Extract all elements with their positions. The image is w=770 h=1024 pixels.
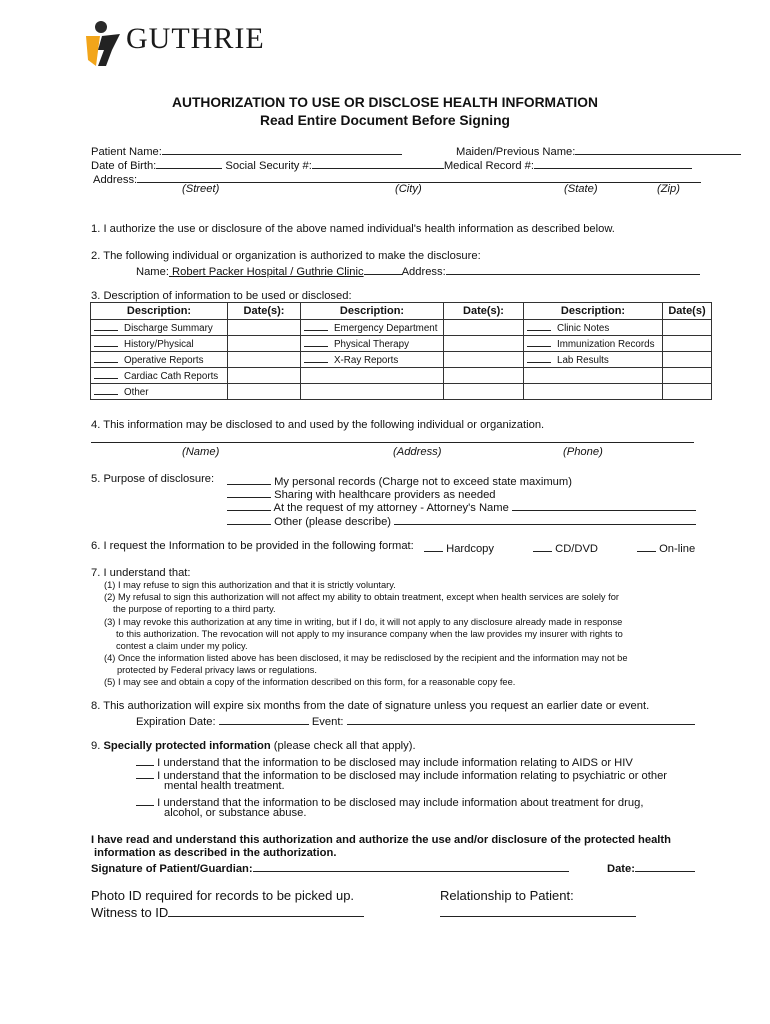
ssn-field[interactable]: [312, 157, 444, 169]
s9-bold-label: Specially protected information: [103, 740, 271, 752]
col-desc-3: Description:: [524, 303, 663, 320]
address-label: Address:: [93, 174, 138, 186]
section-4-text: 4. This information may be disclosed to and used by the following individual or organization.: [91, 419, 545, 431]
event-field[interactable]: [347, 713, 695, 725]
table-row: [91, 336, 712, 352]
list-item: Other: [124, 386, 149, 398]
s2-name-label: Name:: [136, 266, 169, 278]
consent-statement-2: information as described in the authorization.: [94, 847, 337, 859]
patient-name-label: Patient Name:: [91, 146, 162, 158]
purpose-option: [227, 499, 696, 514]
protected-label: I understand that the information to be disclosed may include information relating to AIDS or HIV: [157, 757, 633, 769]
table-row: [91, 352, 712, 368]
expiration-label: Expiration Date:: [136, 716, 216, 728]
date-cell[interactable]: [228, 352, 301, 368]
expiration-date-field[interactable]: [219, 713, 309, 725]
understand-item: (4) Once the information listed above has been disclosed, it may be redisclosed by the recipient and the information may not be: [104, 653, 628, 663]
s2-name-line: [364, 263, 402, 275]
event-label: Event:: [311, 716, 344, 728]
protected-check[interactable]: [136, 794, 154, 806]
checkbox-blank[interactable]: [94, 322, 118, 331]
list-item: Immunization Records: [557, 338, 655, 350]
understand-item: protected by Federal privacy laws or regulations.: [117, 665, 317, 675]
signature-row: [91, 860, 569, 875]
checkbox-blank[interactable]: [94, 354, 118, 363]
description-table: [90, 302, 712, 400]
date-row: [607, 860, 695, 875]
street-caption: (Street): [182, 183, 220, 195]
understand-item: (3) I may revoke this authorization at any time in writing, but if I do, it will not apply to any disclosure already made in response: [104, 617, 623, 627]
photo-id-note: Photo ID required for records to be picked up.: [91, 888, 355, 903]
form-title: AUTHORIZATION TO USE OR DISCLOSE HEALTH INFORMATION: [172, 95, 598, 110]
date-cell[interactable]: [663, 336, 712, 352]
mrn-label: Medical Record #:: [443, 160, 535, 172]
dob-field[interactable]: [156, 157, 222, 169]
maiden-name-row: [456, 143, 741, 158]
dob-label: Date of Birth:: [91, 160, 157, 172]
checkbox-blank[interactable]: [527, 322, 551, 331]
relationship-field[interactable]: [440, 904, 636, 917]
witness-row: [91, 904, 364, 920]
understand-item: contest a claim under my policy.: [116, 641, 248, 651]
section-7-text: 7. I understand that:: [91, 567, 191, 579]
format-cddvd: [533, 540, 598, 555]
col-date-1: Date(s):: [228, 303, 301, 320]
understand-item: (1) I may refuse to sign this authorization and that it is strictly voluntary.: [104, 580, 396, 590]
understand-item: to this authorization. The revocation will not apply to my insurance company when the law provides my insurer with rights to: [116, 629, 623, 639]
brand-name: GUTHRIE: [126, 22, 265, 55]
protected-continuation: alcohol, or substance abuse.: [164, 807, 307, 819]
patient-name-row: [91, 143, 402, 158]
checkbox-blank[interactable]: [94, 386, 118, 395]
list-item: Clinic Notes: [557, 322, 610, 334]
expiration-row: [136, 713, 695, 728]
list-item: X-Ray Reports: [334, 354, 399, 366]
purpose-option: [227, 513, 696, 528]
s2-address-field[interactable]: [446, 263, 700, 275]
date-cell[interactable]: [228, 320, 301, 336]
section-5-label: 5. Purpose of disclosure:: [91, 473, 215, 485]
protected-check[interactable]: [136, 754, 154, 766]
section-3-text: 3. Description of information to be used or disclosed:: [91, 290, 352, 302]
other-describe-field[interactable]: [394, 513, 696, 525]
witness-field[interactable]: [168, 904, 364, 917]
s4-recipient-field[interactable]: [91, 430, 694, 443]
maiden-name-field[interactable]: [575, 143, 741, 155]
format-label: On-line: [659, 543, 696, 555]
section-1: 1. I authorize the use or disclosure of the above named individual's health information as described below.: [91, 223, 615, 235]
s4-address-caption: (Address): [393, 446, 442, 458]
format-label: Hardcopy: [446, 543, 494, 555]
s9-number: 9.: [91, 740, 101, 752]
format-online: [637, 540, 695, 555]
table-row: [91, 384, 712, 400]
relationship-label: Relationship to Patient:: [440, 888, 574, 903]
purpose-label: Sharing with healthcare providers as needed: [274, 489, 496, 501]
col-desc-1: Description:: [91, 303, 228, 320]
date-cell[interactable]: [228, 336, 301, 352]
table-row: [91, 368, 712, 384]
understand-item: (2) My refusal to sign this authorization will not affect my ability to obtain treatment, except when health services are solely for: [104, 592, 620, 602]
checkbox-blank[interactable]: [94, 370, 118, 379]
format-check[interactable]: [533, 540, 552, 552]
attorney-name-field[interactable]: [512, 499, 696, 511]
list-item: Operative Reports: [124, 354, 204, 366]
list-item: Lab Results: [557, 354, 609, 366]
purpose-label: Other (please describe): [274, 516, 392, 528]
checkbox-blank[interactable]: [304, 354, 328, 363]
understand-item: the purpose of reporting to a third party.: [113, 604, 276, 614]
maiden-name-label: Maiden/Previous Name:: [456, 146, 576, 158]
table-row: [91, 320, 712, 336]
section-2-text: 2. The following individual or organization is authorized to make the disclosure:: [91, 250, 481, 262]
format-check[interactable]: [424, 540, 443, 552]
checkbox-blank[interactable]: [94, 338, 118, 347]
section-2-name-row: [136, 263, 700, 278]
guthrie-logo-icon: [84, 20, 122, 68]
purpose-check[interactable]: [227, 499, 271, 511]
date-cell[interactable]: [444, 336, 524, 352]
mrn-field[interactable]: [534, 157, 692, 169]
address-field[interactable]: [137, 171, 701, 183]
section-6-text: 6. I request the Information to be provided in the following format:: [91, 540, 414, 552]
date-cell[interactable]: [228, 368, 301, 384]
date-cell[interactable]: [444, 352, 524, 368]
consent-statement: I have read and understand this authorization and authorize the use and/or disclosure of the protected health: [91, 834, 671, 846]
zip-caption: (Zip): [657, 183, 680, 195]
city-caption: (City): [395, 183, 422, 195]
format-label: CD/DVD: [555, 543, 598, 555]
s2-address-label: Address:: [401, 266, 446, 278]
purpose-check[interactable]: [227, 513, 271, 525]
date-label: Date:: [607, 863, 635, 875]
protected-label: I understand that the information to be disclosed may include information about treatment for drug,: [157, 797, 644, 809]
format-check[interactable]: [637, 540, 656, 552]
checkbox-blank[interactable]: [304, 338, 328, 347]
purpose-check[interactable]: [227, 473, 271, 485]
protected-continuation: mental health treatment.: [164, 780, 285, 792]
date-cell[interactable]: [228, 384, 301, 400]
form-subtitle: Read Entire Document Before Signing: [260, 113, 510, 128]
patient-name-field[interactable]: [162, 143, 402, 155]
s4-name-caption: (Name): [182, 446, 220, 458]
dob-row: [91, 157, 692, 172]
s2-name-value[interactable]: Robert Packer Hospital / Guthrie Clinic: [168, 266, 364, 278]
date-cell[interactable]: [663, 352, 712, 368]
understand-item: (5) I may see and obtain a copy of the information described on this form, for a reasonable copy fee.: [104, 677, 516, 687]
signature-field[interactable]: [253, 860, 569, 872]
col-date-2: Date(s):: [444, 303, 524, 320]
format-hardcopy: [424, 540, 494, 555]
purpose-label: My personal records (Charge not to exceed state maximum): [274, 476, 572, 488]
s4-phone-caption: (Phone): [563, 446, 603, 458]
section-8-text: 8. This authorization will expire six months from the date of signature unless you request an earlier date or event.: [91, 700, 650, 712]
purpose-check[interactable]: [227, 486, 271, 498]
checkbox-blank[interactable]: [304, 322, 328, 331]
list-item: Emergency Department: [334, 322, 438, 334]
signature-label: Signature of Patient/Guardian:: [91, 863, 253, 875]
witness-label: Witness to ID: [91, 905, 169, 920]
protected-check[interactable]: [136, 767, 154, 779]
list-item: Cardiac Cath Reports: [124, 370, 219, 382]
checkbox-blank[interactable]: [527, 338, 551, 347]
protected-label: I understand that the information to be disclosed may include information relating to psychiatric or other: [157, 770, 668, 782]
list-item: Discharge Summary: [124, 322, 213, 334]
date-cell[interactable]: [444, 320, 524, 336]
list-item: History/Physical: [124, 338, 194, 350]
section-9-text: [91, 740, 416, 752]
ssn-label: Social Security #:: [225, 160, 312, 172]
checkbox-blank[interactable]: [527, 354, 551, 363]
list-item: Physical Therapy: [334, 338, 409, 350]
date-cell[interactable]: [663, 320, 712, 336]
col-desc-2: Description:: [301, 303, 444, 320]
s9-rest: (please check all that apply).: [270, 740, 416, 752]
purpose-label: At the request of my attorney - Attorney's Name: [273, 502, 509, 514]
col-date-3: Date(s): [663, 303, 712, 320]
signature-date-field[interactable]: [635, 860, 695, 872]
state-caption: (State): [564, 183, 598, 195]
